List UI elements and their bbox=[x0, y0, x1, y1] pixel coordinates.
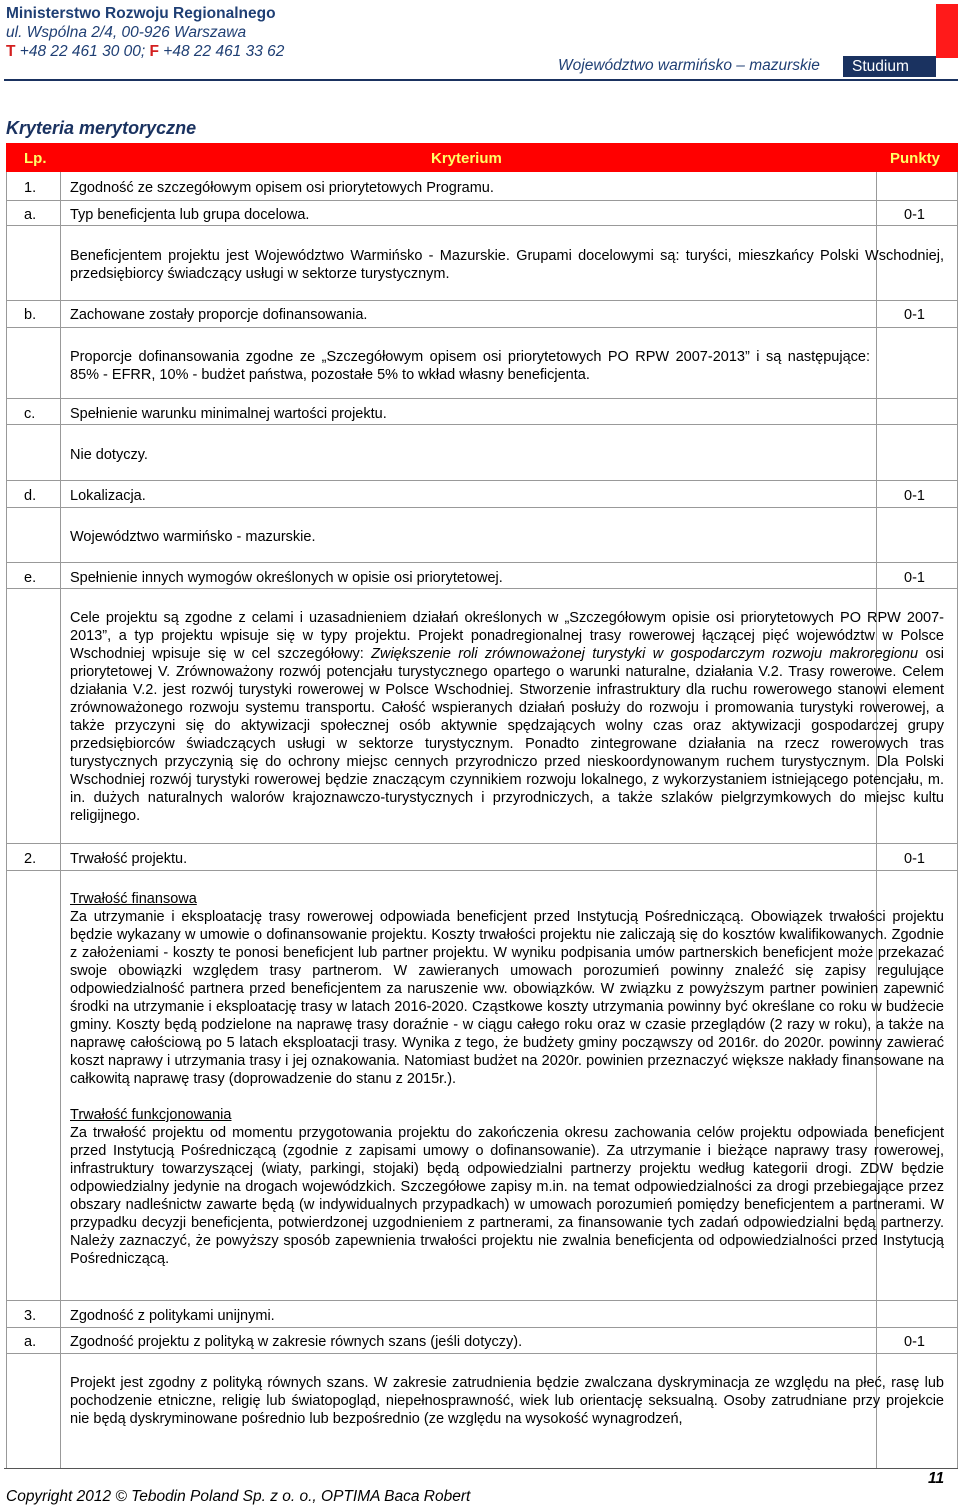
header-criterion: Kryterium bbox=[431, 150, 502, 167]
header-divider bbox=[4, 79, 958, 81]
criterion-title: Zachowane zostały proporcje dofinansowania. bbox=[70, 307, 368, 323]
row-divider bbox=[6, 480, 958, 481]
row-number: a. bbox=[24, 207, 37, 223]
phone-label: T bbox=[6, 43, 16, 60]
header-points: Punkty bbox=[890, 150, 941, 167]
description-text bbox=[70, 609, 944, 825]
row-number: d. bbox=[24, 488, 37, 504]
grid-line bbox=[6, 172, 7, 1468]
description-italic: Zwiększenie roli zrównoważonej turystyki w gospodarczym rozwoju makroregionu bbox=[371, 646, 919, 662]
header-lp: Lp. bbox=[24, 150, 47, 167]
criterion-title: Spełnienie innych wymogów określonych w opisie osi priorytetowej. bbox=[70, 570, 503, 586]
row-number: 1. bbox=[24, 180, 37, 196]
brand-red-block bbox=[936, 4, 958, 58]
row-divider bbox=[6, 870, 958, 871]
description-part: osi priorytetowej V. Zrównoważony rozwój potencjału turystycznego opartego o warunki naturalne, działania V.2. Trasy rowerowe. Celem działania V.2. jest rozwój turystyki rowerowej w Polsce Wschodniej. Stworzenie infrastruktury dla ruchu rowerowego stanowi element zrównoważonego rozwoju systemu transportu. Całość wspieranych działań posłuży do rozwoju i promowania turystyki rowerowej, a także przyczyni się do aktywizacji społecznej osób aktywnie spędzających wolny czas oraz aktywizacji gospodarczej grupy przedsiębiorców świadczących usługi w sektorze turystycznym. Ponadto zintegrowane działania na rzecz rowerowych tras turystycznych przyczynią się do ochrony miejsc cennych przyrodniczo przed nieskoordynowanym ruchem turystycznym. Dla Polski Wschodniej rozwój turystyki rowerowej będzie znaczącym czynnikiem rozwoju lokalnego, z wykorzystaniem istniejącego potencjału, m. in. dużych naturalnych walorów krajoznawczo-turystycznych i przyrodniczych, a także szlaków pielgrzymkowych do miejsc kultu religijnego. bbox=[70, 646, 944, 824]
criterion-title: Zgodność projektu z polityką w zakresie równych szans (jeśli dotyczy). bbox=[70, 1334, 523, 1350]
criterion-title: Zgodność ze szczegółowym opisem osi priorytetowych Programu. bbox=[70, 180, 494, 196]
grid-line bbox=[957, 172, 958, 1468]
criterion-points: 0-1 bbox=[904, 488, 925, 504]
fax-number: +48 22 461 33 62 bbox=[163, 43, 285, 60]
criterion-points: 0-1 bbox=[904, 851, 925, 867]
org-name: Ministerstwo Rozwoju Regionalnego bbox=[6, 5, 276, 22]
criterion-points: 0-1 bbox=[904, 570, 925, 586]
description-text: Nie dotyczy. bbox=[70, 447, 148, 463]
footer-divider bbox=[4, 1468, 958, 1469]
subsection-title: Trwałość finansowa bbox=[70, 891, 197, 907]
description-text: Proporcje dofinansowania zgodne ze „Szczegółowym opisem osi priorytetowych PO RPW 2007-2013” i są następujące: 85% - EFRR, 10% - budżet państwa, pozostałe 5% to wkład własny beneficjenta. bbox=[70, 349, 870, 383]
row-number: 3. bbox=[24, 1308, 37, 1324]
row-divider bbox=[6, 225, 958, 226]
page-number: 11 bbox=[928, 1470, 945, 1487]
section-title: Kryteria merytoryczne bbox=[6, 118, 197, 138]
row-divider bbox=[6, 1327, 958, 1328]
subsection-text: Za trwałość projektu od momentu przygotowania projektu do zakończenia okresu zachowania celów projektu odpowiada beneficjent przed Instytucją Pośredniczącą (zgodnie z zapisami umowy o dofinansowanie). Za utrzymanie i bieżące naprawy trasy rowerowej, infrastruktury towarzyszącej (wiaty, parkingi, stojaki) będą odpowiedzialni partnerzy projektu według kategorii drogi. ZDW będzie odpowiedzialny jedynie na drogach wojewódzkich. Szczegółowe zapisy m.in. na temat odpowiedzialności za drogi przebiegające przez obszary nadleśnictw zawarte będą (w indywidualnych przypadkach) w umowach porozumień pomiędzy beneficjentem a partnerami. W przypadku decyzji beneficjenta, potwierdzonej uzgodnieniem z partnerami, za finansowanie tych zadań odpowiedzialni będą partnerzy. Należy zaznaczyć, że powyższy sposób zapewnienia trwałości projektu nie zwalnia beneficjenta od odpowiedzialności przed Instytucją Pośredniczącą. bbox=[70, 1125, 944, 1267]
row-divider bbox=[6, 398, 958, 399]
fax-label: F bbox=[149, 43, 159, 60]
subsection-text: Za utrzymanie i eksploatację trasy rowerowej odpowiada beneficjent przed Instytucją Pośredniczącą. Obowiązek trwałości projektu będzie wykazany w umowie o dofinansowanie projektu. Koszty trwałości projektu nie zaliczają się do kosztów kwalifikowanych. Zgodnie z założeniami - koszty te ponosi beneficjent lub partner projektu. W wyniku podpisania umów partnerskich beneficjent może przekazać swoje obowiązki względem trasy partnerom. W zawieranych umowach porozumień powinny znaleźć się zapisy regulujące odpowiedzialność partnera przed beneficjentem za naruszenie ww. obowiązków. W związku z powyższym partner powinien zapewnić środki na utrzymanie i eksploatację trasy w latach 2016-2020. Cząstkowe koszty utrzymania powinny być określane co roku w budżecie gminy. Koszty będą podzielone na naprawę trasy doraźnie - w ciągu całego roku oraz w czasie przeglądów (2 razy w roku), a także na naprawę całościową po 5 latach eksploatacji trasy. Wynika z tego, że budżety gminy począwszy od 2016r. do 2020r. powinny zawierać koszt naprawy i utrzymania trasy i jej oznakowania. Natomiast budżet na 2020r. powinien przeznaczyć większe nakłady finansowane na całkowitą naprawę trasy (doprowadzenie do stanu z 2015r.). bbox=[70, 909, 944, 1087]
criteria-table bbox=[6, 143, 958, 172]
copyright: Copyright 2012 © Tebodin Poland Sp. z o. o., OPTIMA Baca Robert bbox=[6, 1488, 471, 1505]
row-divider bbox=[6, 843, 958, 844]
description-part: Cele projektu są zgodne z celami i uzasadnieniem działań określonych w „Szczegółowym opisie osi priorytetowych PO RPW 2007-2013”, a typ projektu wpisuje się w typy projektu. Projekt ponadregionalnej trasy rowerowej łączącej pięć województw w Polsce Wschodniej wpisuje się w cel szczegółowy: bbox=[70, 610, 944, 662]
row-divider bbox=[6, 507, 958, 508]
row-number: a. bbox=[24, 1334, 37, 1350]
studium-badge: Studium bbox=[843, 56, 936, 77]
row-number: e. bbox=[24, 570, 37, 586]
row-divider bbox=[6, 200, 958, 201]
row-number: 2. bbox=[24, 851, 37, 867]
criterion-title: Trwałość projektu. bbox=[70, 851, 188, 867]
criterion-title: Zgodność z politykami unijnymi. bbox=[70, 1308, 275, 1324]
description-text bbox=[70, 890, 944, 1268]
criterion-points: 0-1 bbox=[904, 207, 925, 223]
criterion-title: Typ beneficjenta lub grupa docelowa. bbox=[70, 207, 310, 223]
org-contact bbox=[6, 42, 284, 61]
row-divider bbox=[6, 424, 958, 425]
org-address: ul. Wspólna 2/4, 00-926 Warszawa bbox=[6, 24, 247, 41]
criterion-title: Spełnienie warunku minimalnej wartości projektu. bbox=[70, 406, 387, 422]
grid-line bbox=[60, 172, 61, 1468]
description-text: Projekt jest zgodny z polityką równych szans. W zakresie zatrudnienia będzie zwalczana dyskryminacja ze względu na płeć, rasę lub pochodzenie etniczne, religię lub światopogląd, niepełnosprawność, wiek lub orientację seksualną. Osoby zatrudniane przy projekcie nie będą dyskryminowane pośrednio lub bezpośrednio (ze względu na wysokość wynagrodzeń, bbox=[70, 1375, 944, 1427]
table-header bbox=[6, 143, 958, 172]
row-divider bbox=[6, 300, 958, 301]
criterion-title: Lokalizacja. bbox=[70, 488, 146, 504]
phone-number: +48 22 461 30 00; bbox=[19, 43, 146, 60]
row-divider bbox=[6, 1353, 958, 1354]
region-label: Województwo warmińsko – mazurskie bbox=[558, 57, 820, 74]
row-divider bbox=[6, 1300, 958, 1301]
criterion-description bbox=[6, 1374, 958, 1430]
criterion-points: 0-1 bbox=[904, 1334, 925, 1350]
row-divider bbox=[6, 327, 958, 328]
description-text: Województwo warmińsko - mazurskie. bbox=[70, 529, 316, 545]
row-number: b. bbox=[24, 307, 37, 323]
row-number: c. bbox=[24, 406, 36, 422]
row-divider bbox=[6, 562, 958, 563]
row-divider bbox=[6, 588, 958, 589]
criterion-points: 0-1 bbox=[904, 307, 925, 323]
description-text: Beneficjentem projektu jest Województwo Warmińsko - Mazurskie. Grupami docelowymi są: turyści, mieszkańcy Polski Wschodniej, przedsiębiorcy świadczący usługi w sektorze turystycznym. bbox=[70, 248, 944, 282]
letterhead bbox=[6, 4, 284, 61]
subsection-title: Trwałość funkcjonowania bbox=[70, 1107, 232, 1123]
